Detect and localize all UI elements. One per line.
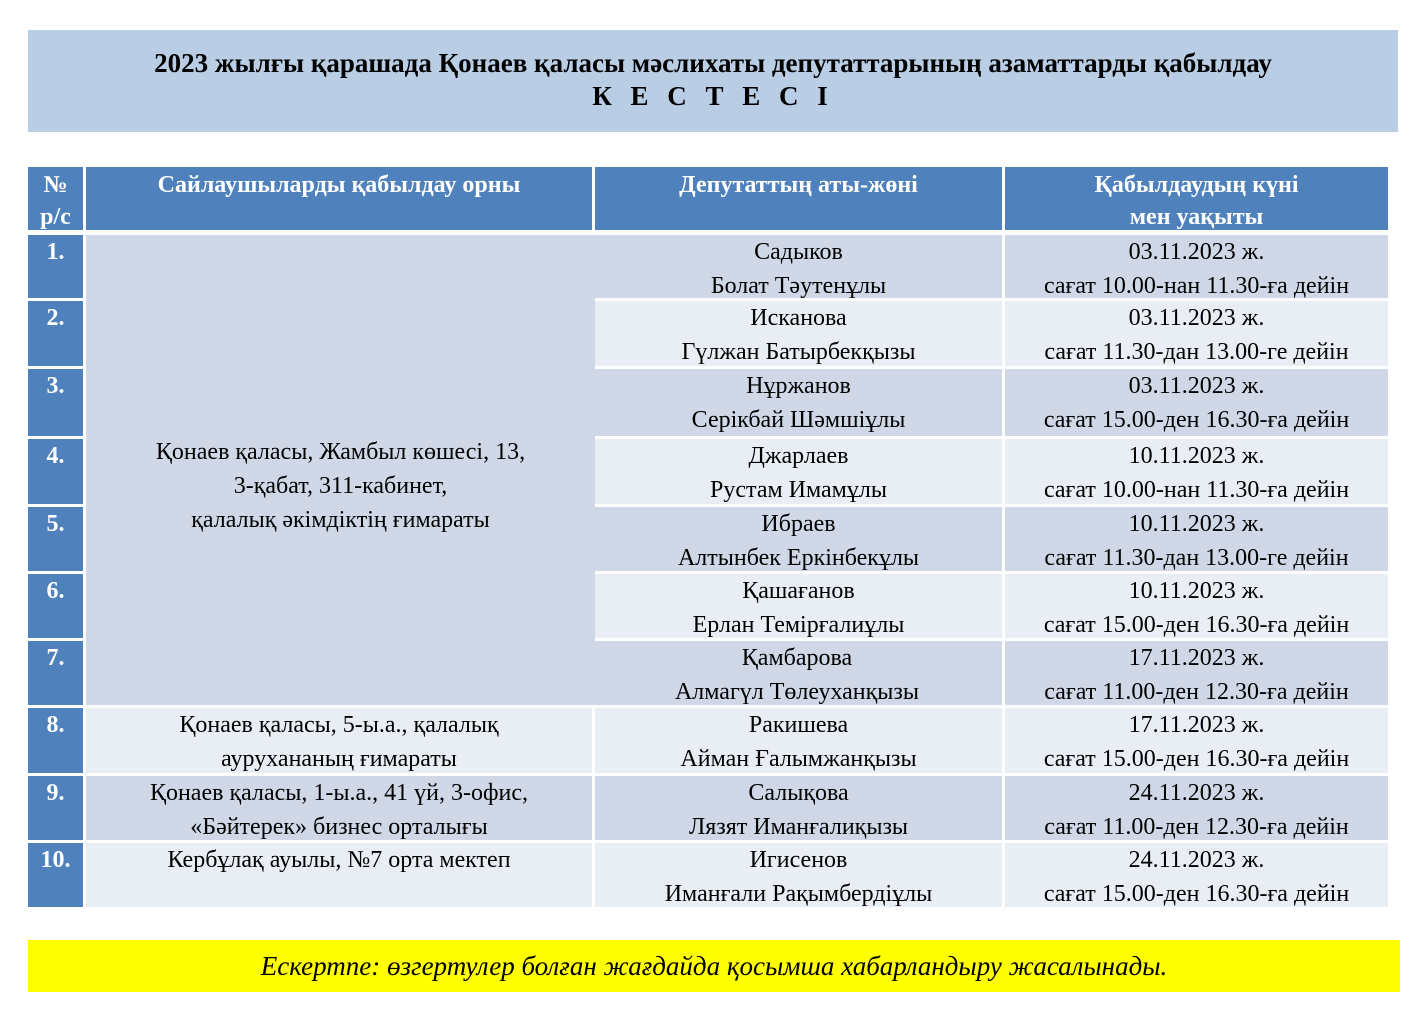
place-cell: Қонаев қаласы, 5-ы.а., қалалық аурухананың ғимараты (86, 708, 592, 773)
place-cell: Кербұлақ ауылы, №7 орта мектеп (86, 843, 592, 907)
datetime-cell: 24.11.2023 ж. сағат 15.00-ден 16.30-ға дейін (1005, 843, 1388, 907)
datetime-cell: 17.11.2023 ж. сағат 11.00-ден 12.30-ға дейін (1005, 641, 1388, 705)
deputy-cell: Джарлаев Рустам Имамұлы (595, 439, 1002, 504)
header-deputy: Депутаттың аты-жөні (595, 167, 1002, 230)
title-line-1: 2023 жылғы қарашада Қонаев қаласы мәслихаты депутаттарының азаматтарды қабылдау (154, 48, 1272, 78)
header-num: № р/с (28, 167, 83, 230)
row-num: 10. (28, 843, 83, 907)
row-num: 4. (28, 439, 83, 504)
deputy-cell: Ибраев Алтынбек Еркінбекұлы (595, 507, 1002, 571)
datetime-cell: 10.11.2023 ж. сағат 11.30-дан 13.00-ге дейін (1005, 507, 1388, 571)
title-line-2: К Е С Т Е С І (592, 81, 834, 111)
deputy-cell: Нұржанов Серікбай Шәмшіұлы (595, 369, 1002, 436)
deputy-cell: Қашағанов Ерлан Темірғалиұлы (595, 574, 1002, 638)
datetime-cell: 03.11.2023 ж. сағат 15.00-ден 16.30-ға дейін (1005, 369, 1388, 436)
datetime-cell: 24.11.2023 ж. сағат 11.00-ден 12.30-ға дейін (1005, 776, 1388, 840)
row-num: 5. (28, 507, 83, 571)
header-place: Сайлаушыларды қабылдау орны (86, 167, 592, 230)
deputy-cell: Исканова Гүлжан Батырбекқызы (595, 301, 1002, 366)
deputy-cell: Қамбарова Алмагүл Төлеуханқызы (592, 641, 1002, 705)
row-num: 1. (28, 235, 83, 298)
row-num: 8. (28, 708, 83, 773)
place-cell-merged: Қонаев қаласы, Жамбыл көшесі, 13, 3-қабат, 311-кабинет, қалалық әкімдіктің ғимараты (86, 235, 595, 705)
row-num: 9. (28, 776, 83, 840)
datetime-cell: 10.11.2023 ж. сағат 15.00-ден 16.30-ға дейін (1005, 574, 1388, 638)
datetime-cell: 03.11.2023 ж. сағат 11.30-дан 13.00-ге дейін (1005, 301, 1388, 366)
deputy-cell: Ракишева Айман Ғалымжанқызы (595, 708, 1002, 773)
row-num: 3. (28, 369, 83, 436)
deputy-cell: Игисенов Иманғали Рақымбердіұлы (595, 843, 1002, 907)
row-num: 2. (28, 301, 83, 366)
header-datetime: Қабылдаудың күні мен уақыты (1005, 167, 1388, 230)
document-title (28, 30, 1398, 132)
row-num: 6. (28, 574, 83, 638)
datetime-cell: 03.11.2023 ж. сағат 10.00-нан 11.30-ға дейін (1005, 235, 1388, 298)
place-cell: Қонаев қаласы, 1-ы.а., 41 үй, 3-офис, «Бәйтерек» бизнес орталығы (86, 776, 592, 840)
row-num: 7. (28, 641, 83, 705)
datetime-cell: 17.11.2023 ж. сағат 15.00-ден 16.30-ға дейін (1005, 708, 1388, 773)
deputy-cell: Салықова Лязят Иманғалиқызы (595, 776, 1002, 840)
datetime-cell: 10.11.2023 ж. сағат 10.00-нан 11.30-ға дейін (1005, 439, 1388, 504)
deputy-cell: Садыков Болат Тәутенұлы (595, 235, 1002, 298)
footnote-banner: Ескертпе: өзгертулер болған жағдайда қосымша хабарландыру жасалынады. (28, 940, 1400, 992)
